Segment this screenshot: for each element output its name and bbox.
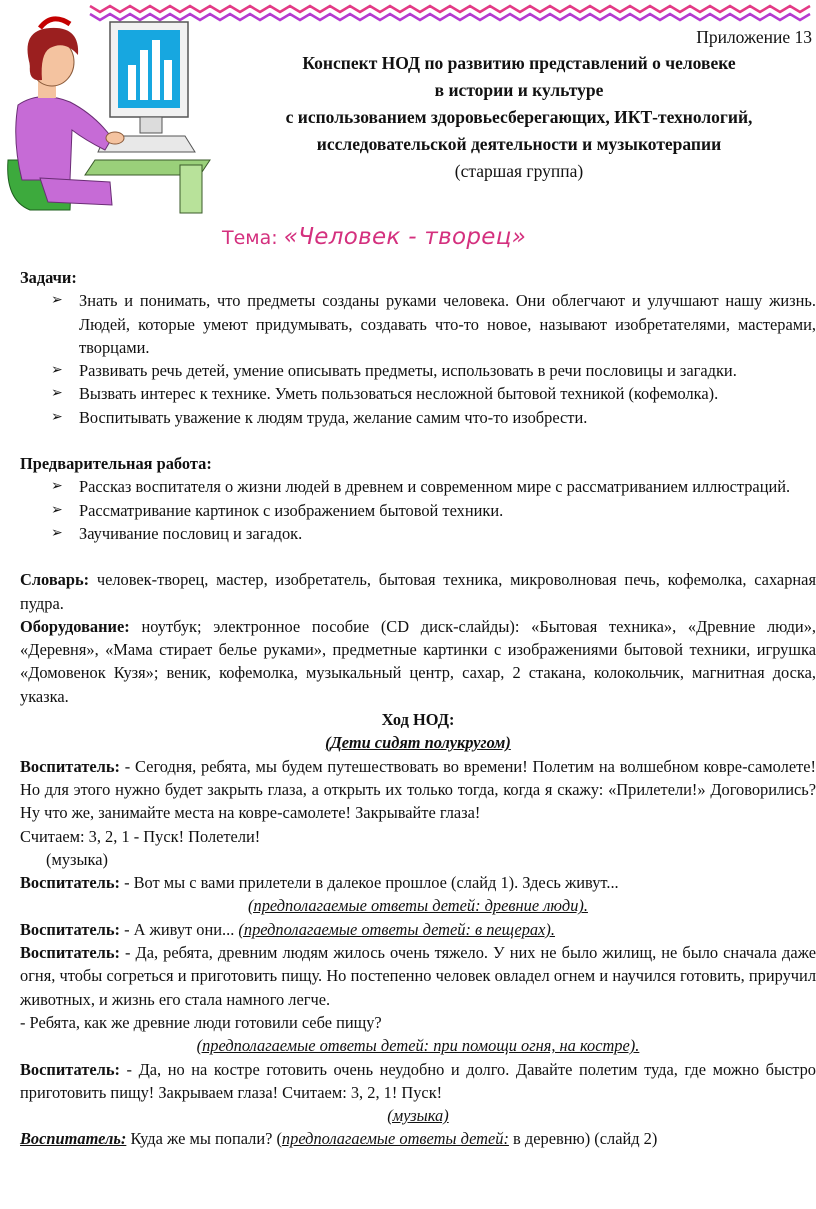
question-line: - Ребята, как же древние люди готовили себе пищу? bbox=[20, 1012, 382, 1032]
vocabulary-paragraph bbox=[20, 568, 816, 615]
document-body bbox=[20, 266, 816, 1151]
lesson-heading: Ход НОД: bbox=[381, 710, 455, 730]
expected-answer: предполагаемые ответы детей: bbox=[281, 1129, 509, 1149]
theme-label: Тема: bbox=[222, 227, 284, 249]
vocab-label: Словарь: bbox=[20, 570, 90, 590]
arrow-bullet-icon: ➢ bbox=[51, 501, 63, 518]
teacher-line: Воспитатель: - Да, ребята, древним людям жилось очень тяжело. У них не было жилищ, не было сначала даже огня, чтобы согреться и приготовить пищу. Но постепенно человек овладел огнем и научился готовить, приручил животных, и жизнь его стала намного легче. bbox=[20, 943, 816, 1009]
arrow-bullet-icon: ➢ bbox=[51, 385, 63, 402]
lesson-theme bbox=[222, 224, 526, 250]
list-item: ➢ Воспитывать уважение к людям труда, желание самим что-то изобрести. bbox=[20, 406, 816, 429]
teacher-label: Воспитатель: bbox=[20, 919, 120, 939]
tasks-heading: Задачи: bbox=[20, 268, 77, 287]
count-line: Считаем: 3, 2, 1 - Пуск! Полетели! bbox=[20, 826, 261, 846]
music-note: (музыка) bbox=[46, 849, 108, 869]
list-item: ➢ Рассказ воспитателя о жизни людей в древнем и современном мире с рассматриванием иллюстраций. bbox=[20, 475, 816, 498]
teacher-line: Воспитатель: - Вот мы с вами прилетели в далекое прошлое (слайд 1). Здесь живут... bbox=[20, 873, 619, 893]
teacher-line: Воспитатель: Куда же мы попали? (предполагаемые ответы детей: в деревню) (слайд 2) bbox=[20, 1129, 658, 1149]
equipment-label: Оборудование: bbox=[20, 616, 130, 636]
tasks-list bbox=[20, 289, 816, 429]
teacher-label: Воспитатель: bbox=[20, 1129, 127, 1149]
teacher-label: Воспитатель: bbox=[20, 1059, 120, 1079]
theme-value: «Человек - творец» bbox=[283, 224, 527, 250]
arrow-bullet-icon: ➢ bbox=[51, 362, 63, 379]
teacher-label: Воспитатель: bbox=[20, 873, 120, 893]
arrow-bullet-icon: ➢ bbox=[51, 478, 63, 495]
teacher-label: Воспитатель: bbox=[20, 943, 120, 963]
list-item: ➢ Заучивание пословиц и загадок. bbox=[20, 522, 816, 545]
teacher-line: Воспитатель: - Сегодня, ребята, мы будем путешествовать во времени! Полетим на волшебном ковре-самолете! Но для этого нужно будет закрыть глаза, а открыть их только тогда, когда я скажу: «Прилетели!» Договорились? Ну что же, занимайте места на ковре-самолете! Закрывайте глаза! bbox=[20, 756, 816, 823]
lesson-subheading: (Дети сидят полукругом) bbox=[325, 733, 511, 753]
title-line-4: исследовательской деятельности и музыкотерапии bbox=[316, 134, 722, 154]
expected-answer: (предполагаемые ответы детей: в пещерах). bbox=[238, 919, 555, 939]
expected-answer: (предполагаемые ответы детей: при помощи огня, на костре). bbox=[196, 1036, 640, 1056]
list-item: ➢ Развивать речь детей, умение описывать предметы, использовать в речи пословицы и загадки. bbox=[20, 359, 816, 382]
title-line-1: Конспект НОД по развитию представлений о человеке bbox=[302, 53, 736, 73]
vocab-text: человек-творец, мастер, изобретатель, бытовая техника, микроволновая печь, кофемолка, сахарная пудра. bbox=[20, 570, 816, 613]
title-line-2: в истории и культуре bbox=[434, 80, 604, 100]
prep-heading: Предварительная работа: bbox=[20, 454, 212, 474]
title-line-3: с использованием здоровьесберегающих, ИКТ-технологий, bbox=[285, 107, 753, 127]
equipment-text: ноутбук; электронное пособие (CD диск-слайды): «Бытовая техника», «Древние люди», «Деревня», «Мама стирает белье руками», предметные картинки с изображениями бытовой техники, игрушка «Домовенок Кузя»; веник, кофемолка, музыкальный центр, сахар, 2 стакана, колокольчик, магнитная доска, указка. bbox=[20, 616, 816, 706]
list-item: ➢ Знать и понимать, что предметы созданы руками человека. Они облегчают и улучшают нашу жизнь. Людей, которые умеют придумывать, создавать что-то новое, называют изобретателями, мастерами, творцами. bbox=[51, 291, 816, 357]
document-title bbox=[225, 50, 813, 185]
music-note: (музыка) bbox=[387, 1106, 449, 1126]
equipment-paragraph bbox=[20, 615, 816, 708]
prep-list bbox=[20, 475, 816, 545]
arrow-bullet-icon: ➢ bbox=[51, 524, 63, 541]
list-item: ➢ Рассматривание картинок с изображением бытовой техники. bbox=[20, 499, 816, 522]
woman-at-computer-illustration bbox=[0, 10, 215, 215]
arrow-bullet-icon: ➢ bbox=[51, 292, 63, 309]
teacher-label: Воспитатель: bbox=[20, 756, 120, 776]
group-label: (старшая группа) bbox=[454, 161, 584, 181]
teacher-line: Воспитатель: - Да, но на костре готовить очень неудобно и долго. Давайте полетим туда, где можно быстро приготовить пищу! Закрываем глаза! Считаем: 3, 2, 1! Пуск! bbox=[20, 1059, 816, 1102]
list-item: ➢ Вызвать интерес к технике. Уметь пользоваться несложной бытовой техникой (кофемолка). bbox=[20, 382, 816, 405]
appendix-number: Приложение 13 bbox=[696, 27, 812, 47]
arrow-bullet-icon: ➢ bbox=[51, 408, 63, 425]
teacher-line: Воспитатель: - А живут они... (предполагаемые ответы детей: в пещерах). bbox=[20, 919, 555, 939]
expected-answer: (предполагаемые ответы детей: древние люди). bbox=[248, 896, 588, 916]
